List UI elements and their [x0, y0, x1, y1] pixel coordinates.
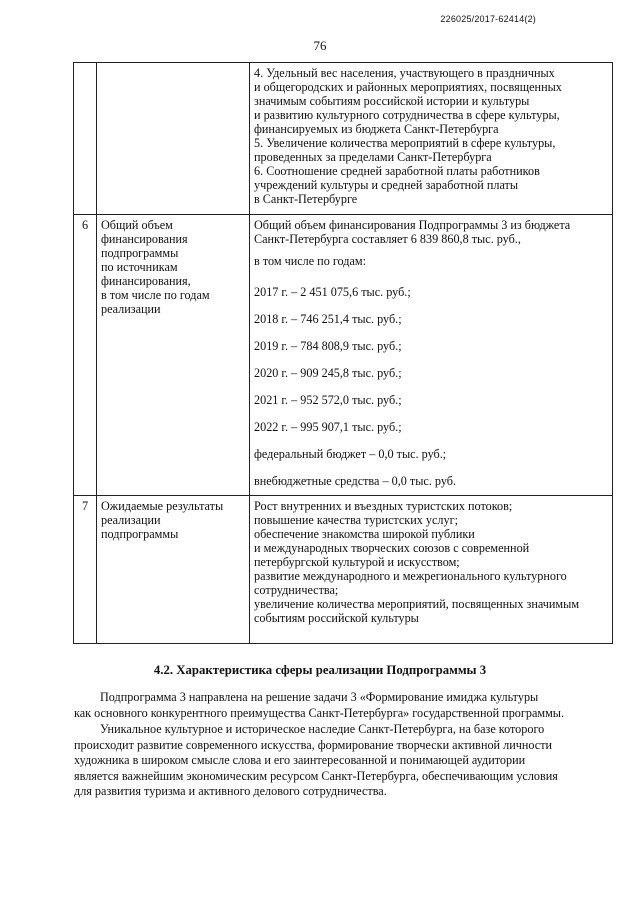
year-amount: 2017 г. – 2 451 075,6 тыс. руб.; [254, 285, 411, 299]
table-row [74, 63, 613, 215]
paragraph-line: Подпрограмма 3 направлена на решение задачи 3 «Формирование имиджа культуры [100, 690, 539, 704]
content-line: и развитию культурного сотрудничества в сфере культуры, [254, 108, 560, 122]
name-line: Ожидаемые результаты [101, 499, 224, 513]
paragraph-line: для развития туризма и активного делового сотрудничества. [74, 784, 387, 798]
name-line: реализации [101, 302, 161, 316]
name-line: Общий объем [101, 218, 173, 232]
result-line: петербургской культурой и искусством; [254, 555, 460, 569]
year-amount: 2022 г. – 995 907,1 тыс. руб.; [254, 420, 402, 434]
name-line: финансирования, [101, 274, 191, 288]
paragraph-line: Уникальное культурное и историческое наследие Санкт-Петербурга, на базе которого [100, 722, 545, 736]
content-line: 4. Удельный вес населения, участвующего в праздничных [254, 66, 555, 80]
year-amount: 2020 г. – 909 245,8 тыс. руб.; [254, 366, 402, 380]
content-line: учреждений культуры и средней заработной платы [254, 178, 519, 192]
row-number-cell [74, 63, 97, 215]
year-amount: 2018 г. – 746 251,4 тыс. руб.; [254, 312, 402, 326]
row-name-cell [97, 215, 250, 496]
page-number: 76 [313, 38, 327, 53]
paragraph-line: происходит развитие современного искусства, формирование творчески активной личности [74, 737, 553, 752]
result-line: и международных творческих союзов с современной [254, 541, 530, 555]
name-line: финансирования [101, 232, 188, 246]
content-line: 5. Увеличение количества мероприятий в сфере культуры, [254, 136, 556, 150]
result-line: сотрудничества; [254, 583, 339, 597]
financing-intro-line: Санкт-Петербурга составляет 6 839 860,8 тыс. руб., [254, 232, 521, 246]
row-number-cell: 7 [74, 496, 97, 644]
federal-budget: федеральный бюджет – 0,0 тыс. руб.; [254, 447, 447, 461]
result-line: повышение качества туристских услуг; [254, 513, 458, 527]
paragraph-2 [74, 722, 612, 800]
table-row [74, 215, 613, 496]
result-line: увеличение количества мероприятий, посвященных значимым [254, 597, 580, 611]
paragraph-line: художника в широком смысле слова и его заинтересованной и понимающей аудитории [74, 753, 526, 767]
result-line: обеспечение знакомства широкой публики [254, 527, 475, 541]
section-heading: 4.2. Характеристика сферы реализации Подпрограммы 3 [153, 663, 487, 677]
row-content-cell [250, 496, 613, 644]
extrabudgetary-funds: внебюджетные средства – 0,0 тыс. руб. [254, 474, 457, 488]
name-line: в том числе по годам [101, 288, 210, 302]
paragraph-1 [74, 690, 612, 721]
content-line: в Санкт-Петербурге [254, 192, 358, 206]
financing-intro-line: Общий объем финансирования Подпрограммы 3 из бюджета [254, 218, 571, 232]
content-line: и общегородских и районных мероприятиях, посвященных [254, 80, 562, 94]
year-amount: 2019 г. – 784 808,9 тыс. руб.; [254, 339, 402, 353]
name-line: подпрограммы [101, 527, 179, 541]
document-number: 226025/2017-62414(2) [440, 14, 536, 24]
by-years-label: в том числе по годам: [254, 254, 366, 268]
row-content-cell [250, 215, 613, 496]
name-line: подпрограммы [101, 246, 179, 260]
content-line: проведенных за пределами Санкт-Петербурга [254, 150, 492, 164]
result-line: Рост внутренних и въездных туристских потоков; [254, 499, 513, 513]
year-amount: 2021 г. – 952 572,0 тыс. руб.; [254, 393, 402, 407]
name-line: реализации [101, 513, 161, 527]
content-line: финансируемых из бюджета Санкт-Петербурга [254, 122, 499, 136]
paragraph-line: является важнейшим экономическим ресурсом Санкт-Петербурга, обеспечивающим условия [74, 768, 558, 783]
result-line: событиям российской культуры [254, 611, 419, 625]
row-number-cell: 6 [74, 215, 97, 496]
name-line: по источникам [101, 260, 178, 274]
row-content-cell [250, 63, 613, 215]
content-line: значимым событиям российской истории и культуры [254, 94, 530, 108]
paragraph-line: как основного конкурентного преимущества Санкт-Петербурга» государственной программы. [74, 705, 565, 720]
table-row [74, 496, 613, 644]
row-name-cell [97, 63, 250, 215]
content-line: 6. Соотношение средней заработной платы работников [254, 164, 540, 178]
row-name-cell [97, 496, 250, 644]
passport-table [73, 62, 613, 644]
result-line: развитие международного и межрегионального культурного [254, 569, 567, 583]
